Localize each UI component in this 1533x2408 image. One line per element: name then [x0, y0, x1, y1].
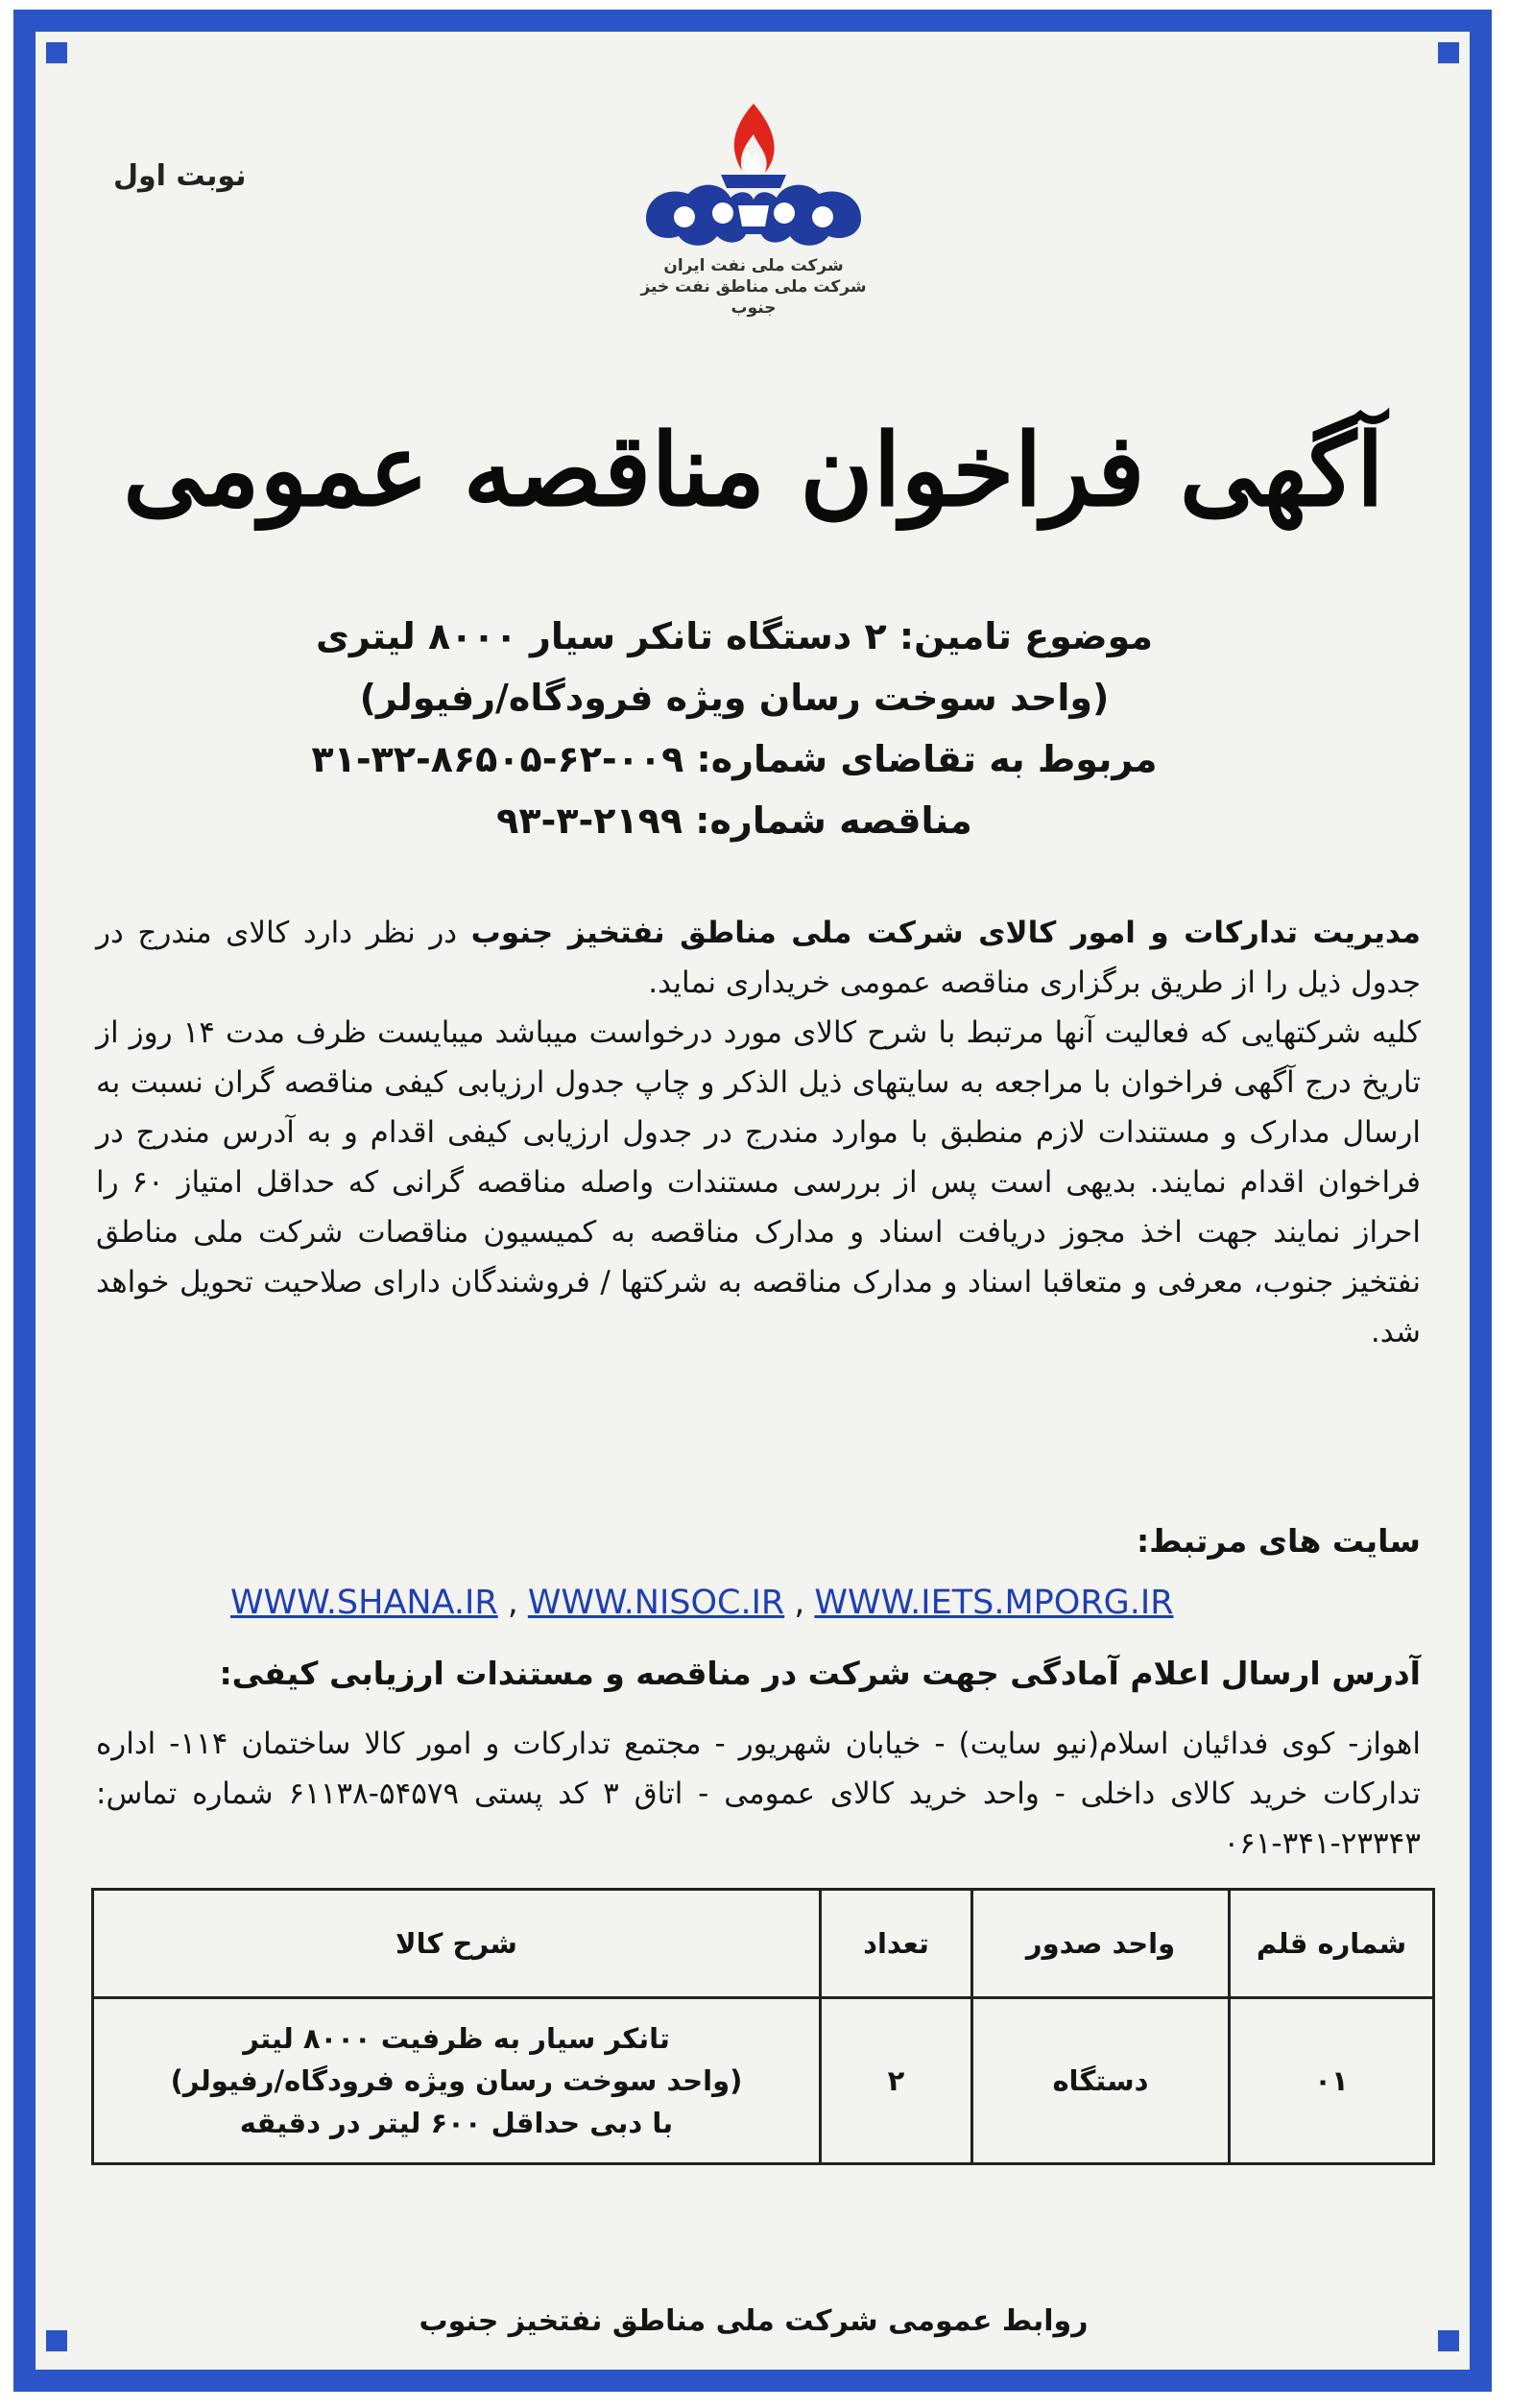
header-description: شرح کالا	[93, 1890, 821, 1998]
table-row	[93, 1998, 1434, 2164]
site-link-iets[interactable]: WWW.IETS.MPORG.IR	[814, 1584, 1174, 1622]
logo-caption-line2: شرکت ملی مناطق نفت خیز جنوب	[640, 277, 867, 318]
tender-number: مناقصه شماره: ۲۱۹۹-۳-۹۳	[496, 799, 972, 842]
company-logo	[634, 92, 874, 319]
address-text: اهواز- کوی فدائیان اسلام(نیو سایت) - خیابان شهریور - مجتمع تدارکات و امور کالا ساختمان ۱۱۴- اداره تدارکات خرید کالای داخلی - واحد خرید کالای عمومی - اتاق ۳ کد پستی ۵۴۵۷۹-۶۱۱۳۸ شماره تماس: ۲۳۳۴۳-۳۴۱-۰۶۱	[96, 1727, 1421, 1861]
page-title: آگهی فراخوان مناقصه عمومی	[123, 411, 1384, 529]
cell-item-no: ۰۱	[1230, 1998, 1434, 2164]
body-paragraphs	[96, 908, 1421, 1357]
cell-description	[93, 1998, 821, 2164]
footer-signature: روابط عمومی شرکت ملی مناطق نفتخیز جنوب	[419, 2304, 1089, 2338]
request-number: مربوط به تقاضای شماره: ۰۰۹-۶۲-۸۶۵۰۵-۳۲-۳۱	[311, 738, 1158, 780]
subject-line: (واحد سوخت رسان ویژه فرودگاه/رفیولر)	[359, 677, 1110, 719]
items-table	[91, 1888, 1435, 2165]
cell-qty: ۲	[821, 1998, 972, 2164]
table-header-row	[93, 1890, 1434, 1998]
description-line: تانکر سیار به ظرفیت ۸۰۰۰ لیتر	[243, 2022, 670, 2055]
header-item-no: شماره قلم	[1230, 1890, 1434, 1998]
intro-paragraph	[96, 908, 1421, 1008]
address-heading: آدرس ارسال اعلام آمادگی جهت شرکت در مناقصه و مستندات ارزیابی کیفی:	[219, 1655, 1421, 1692]
description-line: (واحد سوخت رسان ویژه فرودگاه/رفیولر)	[170, 2064, 743, 2097]
instructions-paragraph: کلیه شرکتهایی که فعالیت آنها مرتبط با شرح کالای مورد درخواست میباشد میبایست ظرف مدت ۱۴ روز از تاریخ درج آگهی فراخوان با مراجعه به سایتهای ذیل الذکر و چاپ جدول ارزیابی کیفی مناقصه گران نسبت به ارسال مدارک و مستندات لازم منطبق با موارد مندرج در جدول ارزیابی کیفی اقدام و به آدرس مندرج در فراخوان اقدام نمایند. بدیهی است پس از بررسی مستندات واصله مناقصه گرانی که حداقل امتیاز ۶۰ را احراز نمایند جهت اخذ مجوز دریافت اسناد و مدارک مناقصه به کمیسیون مناقصات شرکت ملی مناطق نفتخیز جنوب، معرفی و متعاقبا اسناد و مدارک مناقصه به شرکتها / فروشندگان دارای صلاحیت تحویل خواهد شد.	[96, 1015, 1422, 1349]
round-label: نوبت اول	[113, 159, 247, 193]
intro-rest: در نظر دارد کالای مندرج در جدول ذیل را از طریق برگزاری مناقصه عمومی خریداری نماید.	[96, 916, 1421, 1000]
site-link-nisoc[interactable]: WWW.NISOC.IR	[527, 1584, 785, 1622]
intro-bold: مدیریت تدارکات و امور کالای شرکت ملی مناطق نفتخیز جنوب	[470, 916, 1421, 950]
site-separator: ,	[794, 1584, 805, 1622]
header-unit: واحد صدور	[972, 1890, 1230, 1998]
cell-unit: دستگاه	[972, 1998, 1230, 2164]
site-separator: ,	[507, 1584, 518, 1622]
logo-caption-line1: شرکت ملی نفت ایران	[663, 256, 844, 275]
related-sites	[230, 1584, 1344, 1622]
header-qty: تعداد	[821, 1890, 972, 1998]
subject-line: موضوع تامین: ۲ دستگاه تانکر سیار ۸۰۰۰ لیتری	[316, 615, 1153, 657]
nioc-flame-logo-icon	[638, 92, 869, 255]
description-line: با دبی حداقل ۶۰۰ لیتر در دقیقه	[239, 2107, 674, 2139]
subject-block	[211, 606, 1258, 851]
site-link-shana[interactable]: WWW.SHANA.IR	[230, 1584, 498, 1622]
sites-heading: سایت های مرتبط:	[1136, 1522, 1421, 1560]
